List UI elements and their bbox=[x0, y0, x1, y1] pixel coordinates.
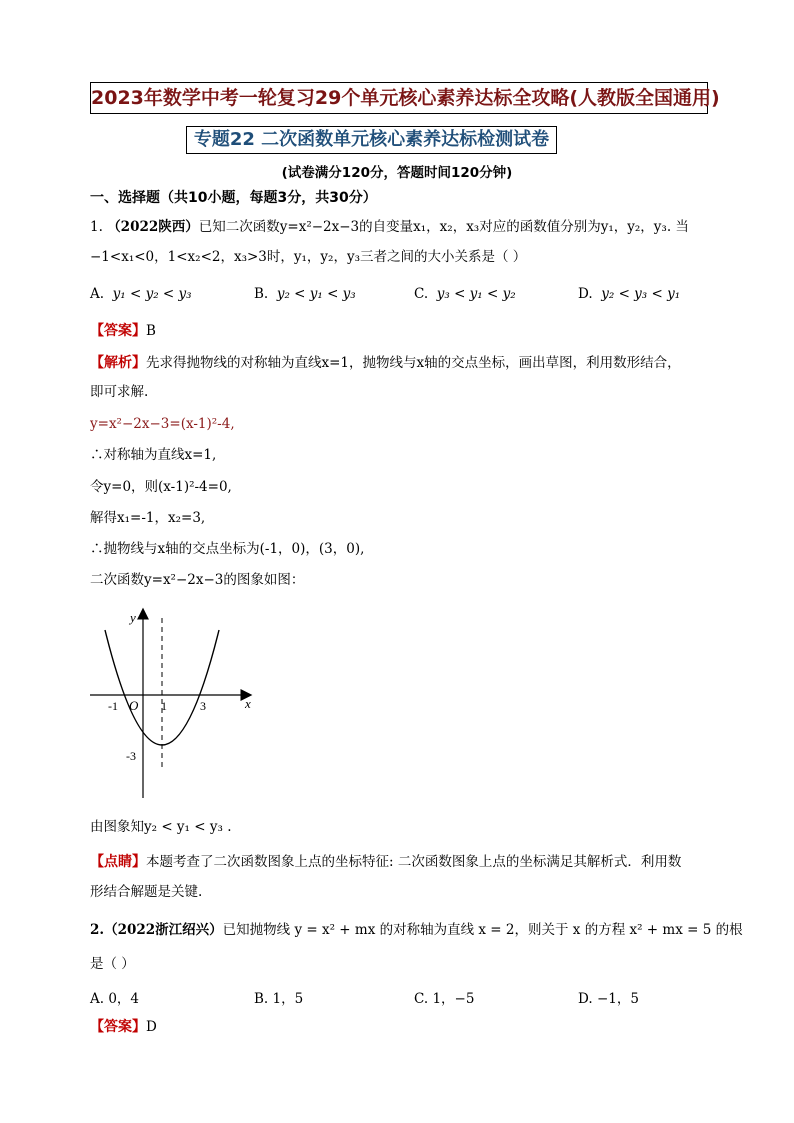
solution-step: 令y=0，则(x-1)²-4=0, bbox=[90, 479, 232, 495]
question-2-stem-line1 bbox=[90, 921, 743, 939]
topic-title: 专题22 二次函数单元核心素养达标检测试卷 bbox=[186, 126, 557, 154]
tick-label: -3 bbox=[126, 749, 136, 763]
x-axis-label: x bbox=[245, 696, 251, 711]
option-c: C. 1，−5 bbox=[414, 991, 475, 1007]
y-axis-label: y bbox=[130, 610, 136, 625]
exam-info: (试卷满分120分，答题时间120分钟) bbox=[281, 165, 513, 181]
question-number: 1. bbox=[90, 219, 103, 235]
conclusion: 由图象知y₂ < y₁ < y₃ . bbox=[90, 819, 232, 835]
answer-line bbox=[90, 1018, 157, 1036]
question-source: （2022陕西） bbox=[107, 219, 199, 235]
parabola-graph bbox=[88, 600, 268, 805]
question-1-stem-line2: −1<x₁<0，1<x₂<2，x₃>3时，y₁，y₂，y₃三者之间的大小关系是（ ） bbox=[90, 249, 527, 265]
option-c: C. y₃ < y₁ < y₂ bbox=[414, 286, 516, 302]
option-b: B. y₂ < y₁ < y₃ bbox=[254, 286, 356, 302]
question-2-stem-line2: 是（ ） bbox=[90, 956, 135, 972]
origin-label: O bbox=[129, 698, 139, 713]
option-a: A. 0，4 bbox=[90, 991, 140, 1007]
comment-line1: 【点睛】本题考查了二次函数图象上点的坐标特征: 二次函数图象上点的坐标满足其解析式．利用数 bbox=[90, 854, 682, 870]
analysis-line2: 即可求解. bbox=[90, 384, 149, 400]
document-title: 2023年数学中考一轮复习29个单元核心素养达标全攻略(人教版全国通用) bbox=[90, 82, 708, 114]
option-a: A. y₁ < y₂ < y₃ bbox=[90, 286, 192, 302]
tick-label: -1 bbox=[108, 699, 118, 713]
answer-line bbox=[90, 322, 156, 340]
tick-label: 3 bbox=[200, 699, 206, 713]
comment-line2: 形结合解题是关键. bbox=[90, 884, 203, 900]
answer-tag: 【答案】 bbox=[90, 323, 146, 339]
solution-step: y=x²−2x−3=(x-1)²-4, bbox=[90, 416, 235, 432]
option-d: D. −1，5 bbox=[578, 991, 639, 1007]
question-number: 2. bbox=[90, 922, 105, 938]
option-d: D. y₂ < y₃ < y₁ bbox=[578, 286, 681, 302]
section-heading: 一、选择题（共10小题，每题3分，共30分） bbox=[90, 190, 377, 206]
solution-step: ∴对称轴为直线x=1, bbox=[90, 447, 217, 463]
analysis-line1: 【解析】先求得抛物线的对称轴为直线x=1，抛物线与x轴的交点坐标，画出草图，利用数形结合， bbox=[90, 355, 681, 371]
question-text: 已知二次函数y=x²−2x−3的自变量x₁，x₂，x₃对应的函数值分别为y₁，y₂，y₃. 当 bbox=[198, 219, 689, 235]
answer-value: D bbox=[146, 1019, 157, 1035]
question-1-stem-line1 bbox=[90, 218, 689, 236]
tick-label: 1 bbox=[161, 699, 167, 713]
question-text: 已知抛物线 y = x² + mx 的对称轴为直线 x = 2，则关于 x 的方程 x² + mx = 5 的根 bbox=[222, 922, 743, 938]
analysis-tag: 【解析】 bbox=[90, 355, 146, 371]
option-b: B. 1，5 bbox=[254, 991, 304, 1007]
solution-step: 解得x₁=-1，x₂=3, bbox=[90, 510, 206, 526]
solution-step: ∴抛物线与x轴的交点坐标为(-1，0)，(3，0), bbox=[90, 541, 365, 557]
answer-tag: 【答案】 bbox=[90, 1019, 146, 1035]
solution-step: 二次函数y=x²−2x−3的图象如图： bbox=[90, 572, 305, 588]
answer-value: B bbox=[146, 323, 156, 339]
comment-tag: 【点睛】 bbox=[90, 854, 146, 870]
question-source: （2022浙江绍兴） bbox=[104, 922, 223, 938]
